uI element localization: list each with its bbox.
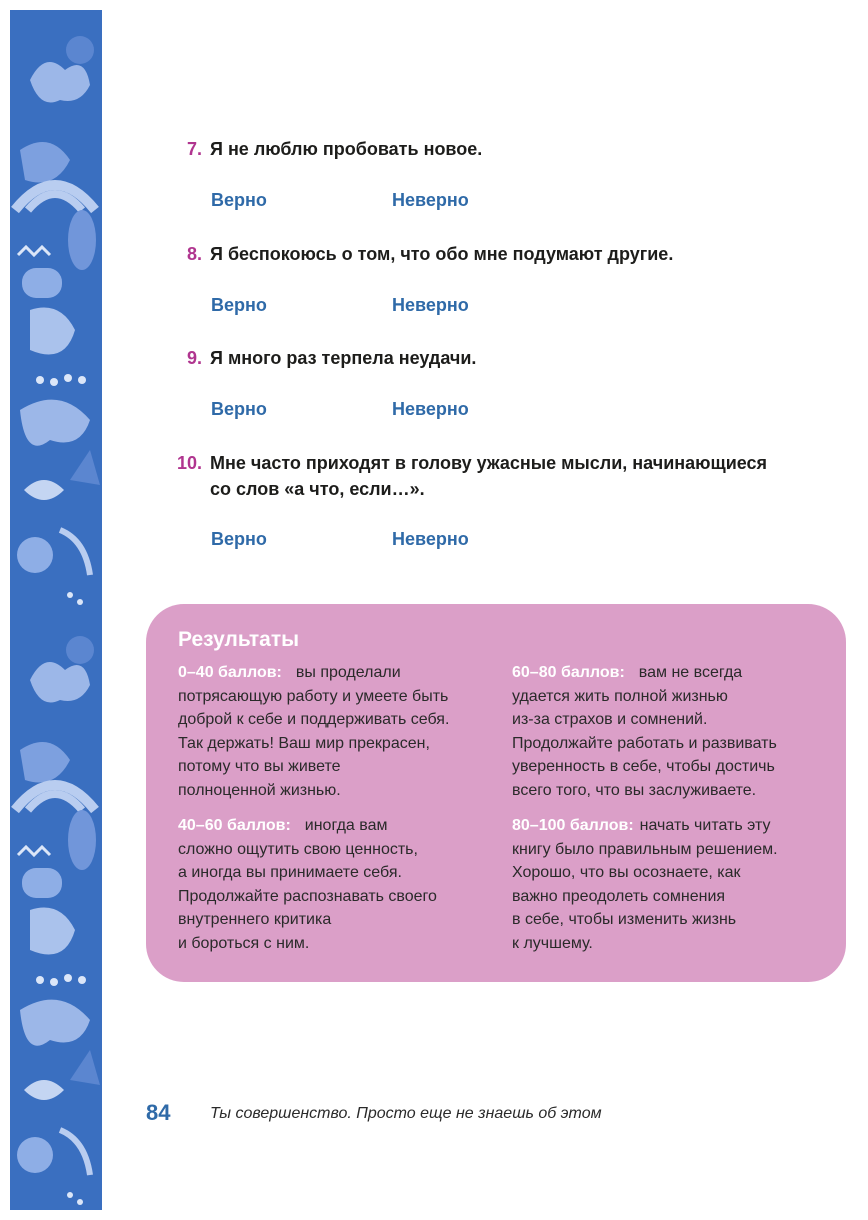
question-text: Я беспокоюсь о том, что обо мне подумают другие.: [210, 244, 674, 264]
result-line: полноценной жизнью.: [178, 781, 341, 799]
result-block-80-100: [512, 814, 822, 955]
result-block-40-60: [178, 814, 488, 955]
answer-false-8[interactable]: Неверно: [392, 295, 469, 315]
result-block-0-40: [178, 661, 488, 802]
result-line: уверенность в себе, чтобы достичь: [512, 758, 775, 775]
result-line: Продолжайте распознавать своего: [178, 887, 437, 905]
result-line: из-за страхов и сомнений.: [512, 711, 708, 728]
result-line: вам не всегда: [638, 664, 743, 681]
question-number: 7.: [186, 139, 202, 159]
result-line: внутреннего критика: [178, 911, 332, 928]
result-line: потрясающую работу и умеете быть: [178, 687, 449, 705]
result-line: удается жить полной жизнью: [512, 687, 728, 705]
result-line: всего того, что вы заслуживаете.: [512, 781, 757, 799]
score-range: 60–80 баллов:: [512, 664, 625, 681]
page-number: 84: [146, 1100, 171, 1125]
question-text: Я не люблю пробовать новое.: [210, 139, 483, 159]
result-line: Так держать! Ваш мир прекрасен,: [178, 734, 430, 752]
answer-false-7[interactable]: Неверно: [392, 190, 469, 210]
result-line: книгу было правильным решением.: [512, 840, 778, 858]
result-block-60-80: [512, 661, 822, 802]
result-line: вы проделали: [295, 664, 401, 681]
result-line: Хорошо, что вы осознаете, как: [512, 864, 741, 881]
decorative-side-strip: [10, 10, 102, 1210]
score-range: 80–100 баллов:: [512, 817, 634, 834]
result-line: начать читать эту: [639, 817, 771, 834]
result-line: Продолжайте работать и развивать: [512, 734, 777, 752]
answer-true-8[interactable]: Верно: [211, 295, 267, 315]
answer-false-9[interactable]: Неверно: [392, 399, 469, 419]
result-line: к лучшему.: [512, 934, 593, 952]
question-number: 8.: [186, 244, 202, 264]
answer-true-10[interactable]: Верно: [211, 529, 267, 549]
score-range: 40–60 баллов:: [178, 817, 291, 834]
result-line: сложно ощутить свою ценность,: [178, 840, 418, 858]
result-line: а иногда вы принимаете себя.: [178, 864, 402, 881]
results-box: [146, 604, 846, 982]
result-line: важно преодолеть сомнения: [512, 887, 726, 905]
answer-true-7[interactable]: Верно: [211, 190, 267, 210]
result-line: доброй к себе и поддерживать себя.: [178, 711, 450, 728]
score-range: 0–40 баллов:: [178, 664, 282, 681]
result-line: потому что вы живете: [178, 758, 341, 775]
question-number: 10.: [176, 453, 202, 473]
question-text-line-1: Мне часто приходят в голову ужасные мысли, начинающиеся: [210, 453, 768, 473]
running-title: Ты совершенство. Просто еще не знаешь об этом: [210, 1105, 602, 1122]
result-line: в себе, чтобы изменить жизнь: [512, 911, 737, 928]
results-title: Результаты: [178, 628, 300, 651]
question-text-line-2: со слов «а что, если…».: [210, 479, 425, 499]
result-line: иногда вам: [304, 817, 388, 834]
question-text: Я много раз терпела неудачи.: [210, 348, 477, 368]
answer-false-10[interactable]: Неверно: [392, 529, 469, 549]
question-number: 9.: [186, 348, 202, 368]
result-line: и бороться с ним.: [178, 934, 310, 952]
answer-true-9[interactable]: Верно: [211, 399, 267, 419]
